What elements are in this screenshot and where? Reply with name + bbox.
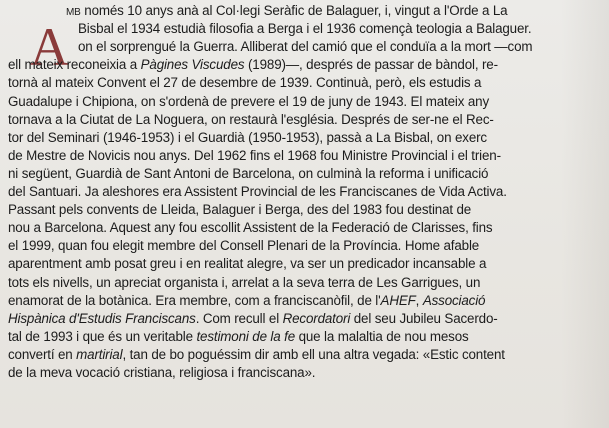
text-segment: AHEF	[380, 292, 416, 308]
text-line	[8, 93, 489, 110]
text-segment: ni següent, Guardià de Sant Antoni de Barcelona, on culminà la reforma i unificació	[8, 165, 489, 181]
text-line	[8, 183, 507, 200]
text-segment: nou a Barcelona. Aquest any fou escollit Assistent de la Federació de Clarisses, fins	[8, 220, 493, 236]
text-segment: tornava a la Ciutat de La Noguera, on restaurà l'església. Després de ser-ne el Rec-	[8, 111, 494, 127]
text-segment: Bisbal el 1934 estudià filosofia a Berga i el 1936 començà teologia a Balaguer.	[78, 21, 532, 37]
text-segment: Recordatori	[282, 310, 351, 326]
text-line	[8, 165, 488, 182]
drop-cap: A	[30, 17, 69, 77]
text-line	[8, 310, 498, 327]
text-segment: tots els nivells, un apreciat organista i, arrelat a la seva terra de Les Garrigues, un	[8, 274, 481, 290]
text-segment: de Mestre de Novicis nou anys. Del 1962 fins el 1968 fou Ministre Provincial i el trien-	[8, 147, 501, 163]
text-line	[8, 219, 492, 236]
text-line	[8, 364, 315, 381]
text-segment: ,	[415, 292, 423, 308]
text-segment: convertí en	[8, 346, 77, 362]
text-line	[8, 201, 471, 218]
text-segment: tornà al mateix Convent el 27 de desembre de 1939. Continuà, però, els estudis a	[8, 75, 482, 91]
text-segment: testimoni de la fe	[196, 328, 295, 344]
text-segment: Associació	[422, 292, 486, 308]
text-segment: ell mateix reconeixia a	[8, 57, 141, 73]
text-line	[66, 2, 507, 21]
text-segment: Hispànica d'Estudis Franciscans	[8, 310, 196, 326]
text-line	[8, 237, 479, 254]
text-segment: Passant pels convents de Lleida, Balaguer i Berga, des del 1983 fou destinat de	[8, 202, 472, 218]
text-line	[8, 328, 469, 345]
text-line	[8, 147, 501, 164]
text-segment: martirial	[76, 346, 123, 362]
text-line	[8, 111, 494, 128]
text-segment: aparentment amb posat greu i en realitat alegre, va ser un predicador incansable a	[8, 256, 487, 272]
text-segment: tor del Seminari (1946-1953) i el Guardià (1950-1953), passà a La Bisbal, on exerc	[8, 129, 487, 145]
text-segment: del seu Jubileu Sacerdo-	[350, 310, 498, 326]
text-segment: . Com recull el	[195, 310, 283, 326]
text-line	[8, 56, 498, 73]
text-line	[8, 255, 486, 272]
text-line	[8, 292, 485, 309]
text-segment: enamorat de la botànica. Era membre, com a franciscanòfil, de l'	[8, 292, 381, 308]
text-line	[8, 346, 505, 363]
text-segment: , tan de bo poguéssim dir amb ell una altra vegada: «Estic content	[122, 346, 505, 362]
text-segment: on el sorprengué la Guerra. Alliberat del camió que el conduïa a la mort —com	[78, 39, 533, 55]
text-line	[78, 20, 531, 37]
text-line	[8, 274, 480, 291]
text-segment: (1989)—, després de passar de bàndol, re-	[244, 57, 498, 73]
text-segment: el 1999, quan fou elegit membre del Consell Plenari de la Província. Home afable	[8, 238, 480, 254]
text-line	[78, 38, 532, 55]
text-segment: MB	[66, 7, 81, 18]
text-segment: Guadalupe i Chipiona, on s'ordenà de prevere el 19 de juny de 1943. El mateix any	[8, 93, 489, 109]
text-segment: tal de 1993 i que és un veritable	[8, 328, 197, 344]
page-edge-shadow	[561, 0, 609, 428]
text-segment: només 10 anys anà al Col·legi Seràfic de Balaguer, i, vingut a l'Orde a La	[80, 3, 508, 18]
text-segment: que la malaltia de nou mesos	[295, 328, 469, 344]
text-line	[8, 129, 487, 146]
text-segment: de la meva vocació cristiana, religiosa i franciscana».	[8, 365, 316, 380]
text-segment: Pàgines Viscudes	[140, 57, 245, 73]
text-segment: del Santuari. Ja aleshores era Assistent Provincial de les Franciscanes de Vida Activa.	[8, 184, 507, 199]
text-line	[8, 74, 481, 91]
